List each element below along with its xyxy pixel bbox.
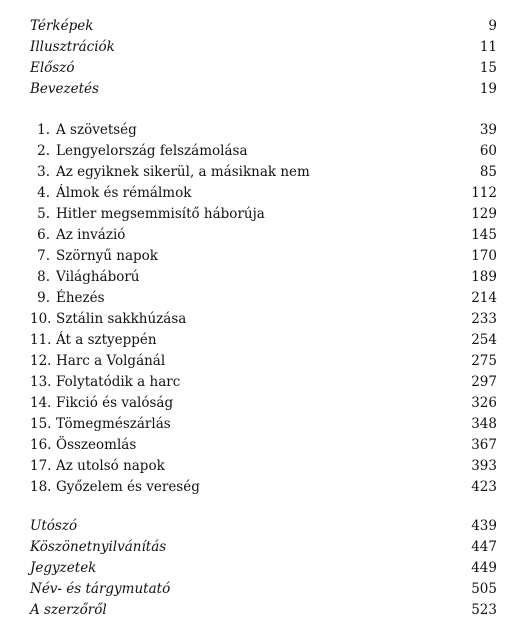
chapter-number: 4. (37, 185, 50, 201)
entry-page: 233 (471, 311, 497, 327)
toc-entry-chapter (0, 204, 525, 224)
chapter-number: 11. (30, 332, 52, 348)
entry-page: 449 (471, 560, 497, 576)
entry-title: Az invázió (56, 227, 126, 243)
chapter-number: 6. (37, 227, 50, 243)
toc-entry-chapter (0, 456, 525, 476)
entry-page: 189 (471, 269, 497, 285)
entry-title: Sztálin sakkhúzása (56, 311, 187, 327)
entry-page: 129 (471, 206, 497, 222)
entry-title: Át a sztyeppén (56, 332, 157, 348)
chapter-number: 9. (37, 290, 50, 306)
toc-entry-chapter (0, 414, 525, 434)
toc-entry-chapter (0, 372, 525, 392)
entry-title: Harc a Volgánál (56, 353, 166, 369)
entry-title: Hitler megsemmisítő háborúja (56, 206, 265, 222)
entry-page: 60 (479, 143, 497, 159)
toc-entry-chapter (0, 267, 525, 287)
chapter-number: 18. (30, 479, 52, 495)
entry-page: 85 (479, 164, 497, 180)
toc-entry-chapter (0, 351, 525, 371)
entry-title: Tömegmészárlás (56, 416, 171, 432)
chapter-number: 10. (30, 311, 52, 327)
entry-title: Fikció és valóság (56, 395, 174, 411)
entry-page: 297 (471, 374, 497, 390)
entry-page: 423 (471, 479, 497, 495)
entry-page: 170 (471, 248, 497, 264)
toc-entry-chapter (0, 141, 525, 161)
chapter-number: 2. (37, 143, 50, 159)
entry-page: 439 (471, 518, 497, 534)
entry-title: A szövetség (56, 122, 137, 138)
entry-page: 145 (471, 227, 497, 243)
chapter-number: 17. (30, 458, 52, 474)
toc-entry-chapter (0, 288, 525, 308)
entry-page: 326 (471, 395, 497, 411)
entry-page: 11 (479, 39, 497, 55)
toc-entry-chapter (0, 309, 525, 329)
entry-page: 348 (471, 416, 497, 432)
toc-entry-front-matter (0, 58, 525, 78)
entry-title: Éhezés (56, 290, 105, 306)
chapter-number: 14. (30, 395, 52, 411)
toc-entry-chapter (0, 225, 525, 245)
toc-entry-back-matter (0, 516, 525, 536)
chapter-number: 15. (30, 416, 52, 432)
chapter-number: 13. (30, 374, 52, 390)
chapter-number: 7. (37, 248, 50, 264)
toc-entry-chapter (0, 183, 525, 203)
toc-entry-back-matter (0, 537, 525, 557)
entry-title: Az utolsó napok (56, 458, 165, 474)
toc-entry-chapter (0, 435, 525, 455)
chapter-number: 3. (37, 164, 50, 180)
entry-page: 367 (471, 437, 497, 453)
entry-title: Álmok és rémálmok (56, 185, 192, 201)
entry-page: 447 (471, 539, 497, 555)
toc-entry-front-matter (0, 79, 525, 99)
toc-entry-chapter (0, 477, 525, 497)
entry-title: Illusztrációk (30, 39, 115, 55)
chapter-number: 12. (30, 353, 52, 369)
chapter-number: 5. (37, 206, 50, 222)
toc-entry-chapter (0, 120, 525, 140)
entry-page: 523 (471, 602, 497, 618)
toc-entry-back-matter (0, 600, 525, 620)
entry-page: 9 (488, 18, 497, 34)
chapter-number: 1. (37, 122, 50, 138)
toc-entry-front-matter (0, 16, 525, 36)
entry-page: 275 (471, 353, 497, 369)
entry-page: 214 (471, 290, 497, 306)
entry-title: Előszó (30, 60, 75, 76)
toc-entry-chapter (0, 393, 525, 413)
entry-title: Folytatódik a harc (56, 374, 181, 390)
entry-title: Utószó (30, 518, 78, 534)
entry-title: Győzelem és vereség (56, 479, 200, 495)
entry-title: Az egyiknek sikerül, a másiknak nem (56, 164, 310, 180)
toc-entry-chapter (0, 246, 525, 266)
entry-title: Térképek (30, 18, 94, 34)
toc-entry-back-matter (0, 579, 525, 599)
entry-page: 39 (479, 122, 497, 138)
entry-page: 505 (471, 581, 497, 597)
entry-page: 19 (479, 81, 497, 97)
entry-title: Név- és tárgymutató (30, 581, 171, 597)
toc-entry-front-matter (0, 37, 525, 57)
toc-entry-chapter (0, 162, 525, 182)
entry-title: Bevezetés (30, 81, 99, 97)
entry-title: Szörnyű napok (56, 248, 158, 264)
entry-page: 393 (471, 458, 497, 474)
entry-page: 15 (479, 60, 497, 76)
entry-page: 254 (471, 332, 497, 348)
entry-title: Összeomlás (56, 437, 137, 453)
entry-title: Világháború (56, 269, 140, 285)
toc-entry-chapter (0, 330, 525, 350)
chapter-number: 8. (37, 269, 50, 285)
entry-page: 112 (471, 185, 497, 201)
entry-title: A szerzőről (30, 602, 107, 618)
chapter-number: 16. (30, 437, 52, 453)
entry-title: Köszönetnyilvánítás (30, 539, 167, 555)
entry-title: Jegyzetek (30, 560, 97, 576)
entry-title: Lengyelország felszámolása (56, 143, 248, 159)
toc-entry-back-matter (0, 558, 525, 578)
